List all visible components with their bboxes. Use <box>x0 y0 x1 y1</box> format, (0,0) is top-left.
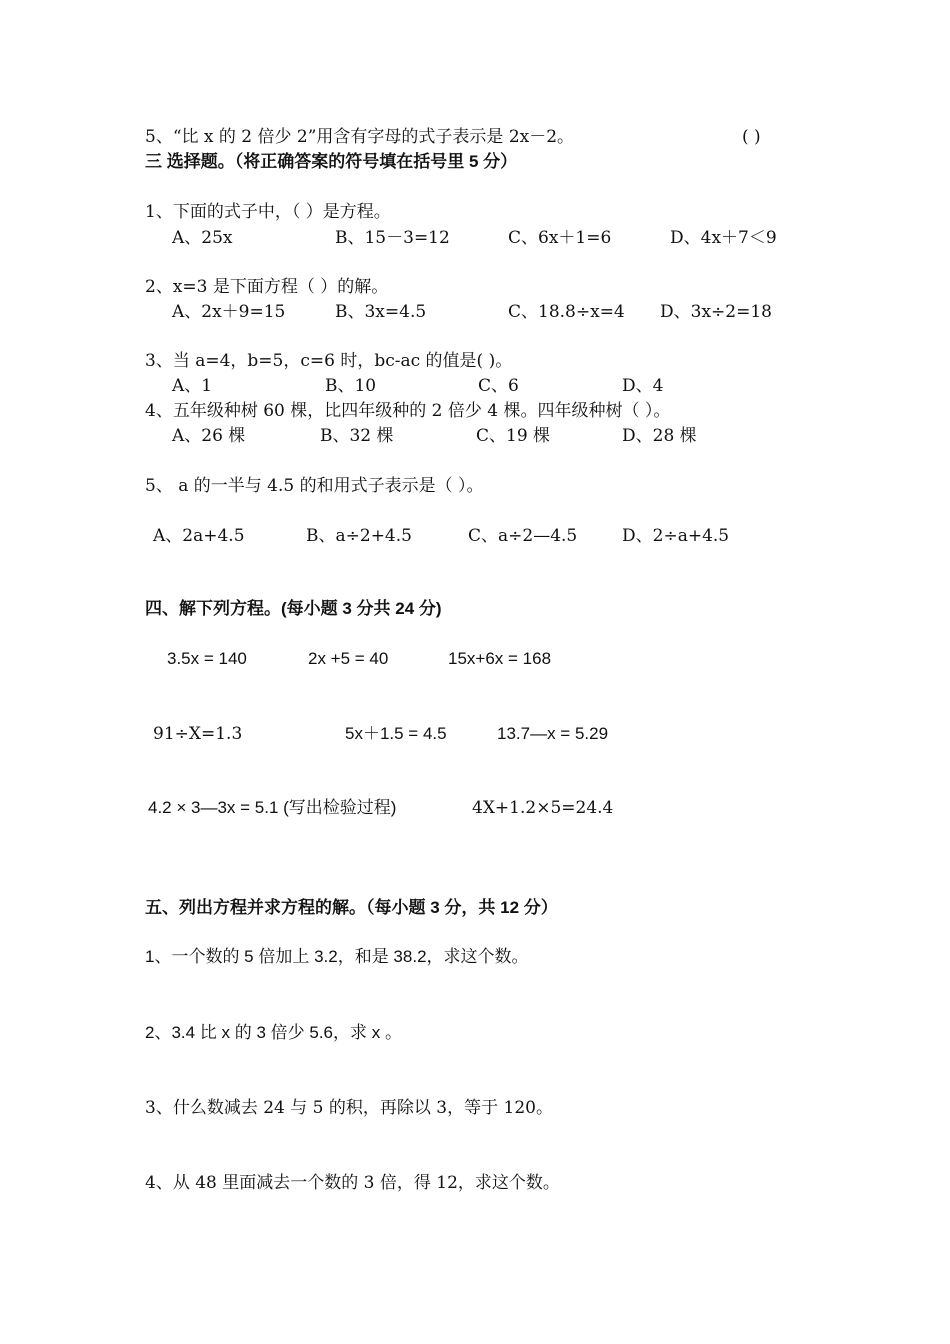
choice-question-3-option-d: D、4 <box>622 376 664 396</box>
choice-question-4-option-b: B、32 棵 <box>320 426 394 446</box>
choice-question-4-stem: 4、五年级种树 60 棵，比四年级种的 2 倍少 4 棵。四年级种树（ ）。 <box>145 401 671 421</box>
choice-question-5-option-a: A、2a+4.5 <box>153 526 245 546</box>
word-problem-4: 4、从 48 里面减去一个数的 3 倍，得 12，求这个数。 <box>145 1173 560 1193</box>
choice-question-1-option-b: B、15－3=12 <box>335 228 450 248</box>
equation-1: 3.5x = 140 <box>167 649 247 668</box>
choice-question-2-option-b: B、3x=4.5 <box>335 302 427 322</box>
choice-question-3-option-b: B、10 <box>325 376 377 396</box>
equation-6: 13.7—x = 5.29 <box>497 724 609 743</box>
equation-5: 5x＋1.5 = 4.5 <box>345 724 447 743</box>
choice-question-2-option-a: A、2x＋9=15 <box>172 302 286 322</box>
choice-question-1-option-d: D、4x＋7＜9 <box>670 228 777 248</box>
word-problem-1: 1、一个数的 5 倍加上 3.2，和是 38.2，求这个数。 <box>145 947 529 966</box>
choice-question-2-stem: 2、x=3 是下面方程（ ）的解。 <box>145 277 389 297</box>
choice-question-1-option-c: C、6x＋1=6 <box>508 228 612 248</box>
section-4-heading: 四、解下列方程。(每小题 3 分共 24 分) <box>145 599 442 618</box>
section-3-heading: 三 选择题。（将正确答案的符号填在括号里 5 分） <box>145 152 518 171</box>
choice-question-1-option-a: A、25x <box>172 228 233 248</box>
equation-4: 91÷X=1.3 <box>153 724 243 744</box>
judge-item-5: 5、“比 x 的 2 倍少 2”用含有字母的式子表示是 2x－2。 <box>145 127 575 147</box>
equation-7: 4.2 × 3—3x = 5.1 (写出检验过程) <box>148 798 397 817</box>
choice-question-4-option-c: C、19 棵 <box>476 426 551 446</box>
choice-question-4-option-a: A、26 棵 <box>172 426 246 446</box>
choice-question-1-stem: 1、下面的式子中，（ ）是方程。 <box>145 202 391 222</box>
choice-question-3-option-a: A、1 <box>172 376 213 396</box>
choice-question-5-option-d: D、2÷a+4.5 <box>622 526 730 546</box>
equation-8: 4X+1.2×5=24.4 <box>472 798 614 818</box>
choice-question-3-option-c: C、6 <box>478 376 519 396</box>
choice-question-4-option-d: D、28 棵 <box>622 426 697 446</box>
choice-question-2-option-d: D、3x÷2=18 <box>660 302 772 322</box>
choice-question-5-option-c: C、a÷2—4.5 <box>468 526 578 546</box>
word-problem-3: 3、什么数减去 24 与 5 的积，再除以 3，等于 120。 <box>145 1098 553 1118</box>
equation-2: 2x +5 = 40 <box>308 649 389 668</box>
equation-3: 15x+6x = 168 <box>448 649 552 668</box>
choice-question-5-stem: 5、 a 的一半与 4.5 的和用式子表示是（ ）。 <box>145 476 484 496</box>
choice-question-2-option-c: C、18.8÷x=4 <box>508 302 625 322</box>
judge-item-5-answer-bracket: ( ) <box>742 127 761 147</box>
section-5-heading: 五、列出方程并求方程的解。（每小题 3 分，共 12 分） <box>145 898 558 917</box>
choice-question-5-option-b: B、a÷2+4.5 <box>306 526 412 546</box>
word-problem-2: 2、3.4 比 x 的 3 倍少 5.6，求 x 。 <box>145 1023 402 1042</box>
choice-question-3-stem: 3、当 a=4，b=5，c=6 时，bc-ac 的值是( )。 <box>145 351 513 371</box>
